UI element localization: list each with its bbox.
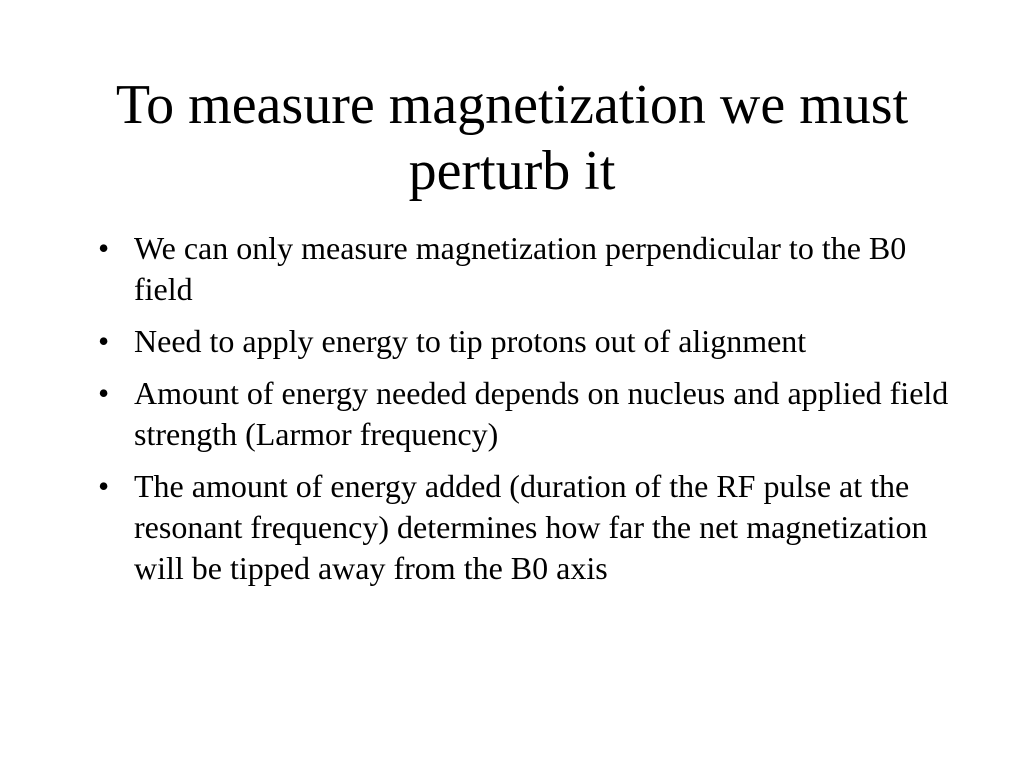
bullet-text: The amount of energy added (duration of the RF pulse at the resonant frequency) determines how far the net magnetization will be tipped away from the B0 axis xyxy=(134,468,928,586)
bullet-icon: • xyxy=(98,323,110,359)
slide-title: To measure magnetization we must perturb it xyxy=(115,74,909,202)
bullet-icon: • xyxy=(98,230,110,266)
bullet-item xyxy=(98,373,958,455)
bullet-text: We can only measure magnetization perpendicular to the B0 field xyxy=(134,230,907,307)
bullet-item xyxy=(98,228,958,310)
bullet-icon: • xyxy=(98,375,110,411)
bullet-item xyxy=(98,321,958,362)
bullet-text: Need to apply energy to tip protons out of alignment xyxy=(134,323,807,359)
bullet-item xyxy=(98,466,958,589)
bullet-icon: • xyxy=(98,468,110,504)
bullet-text: Amount of energy needed depends on nucleus and applied field strength (Larmor frequency) xyxy=(134,375,949,452)
bullet-list xyxy=(98,228,958,600)
